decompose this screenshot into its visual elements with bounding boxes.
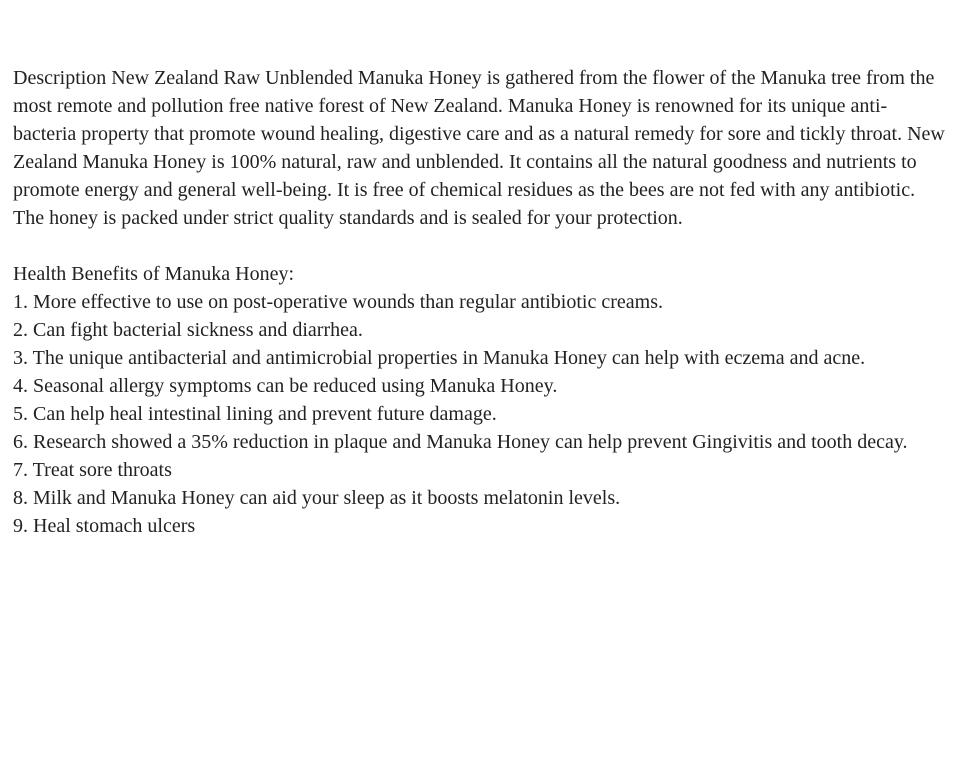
- benefit-item: 6. Research showed a 35% reduction in plaque and Manuka Honey can help prevent Gingivitis and tooth decay.: [13, 431, 908, 453]
- health-benefits-heading: Health Benefits of Manuka Honey:: [13, 263, 295, 285]
- benefit-item: 5. Can help heal intestinal lining and prevent future damage.: [13, 403, 497, 425]
- benefit-item: 3. The unique antibacterial and antimicrobial properties in Manuka Honey can help with eczema and acne.: [13, 347, 866, 369]
- benefit-item: 7. Treat sore throats: [13, 459, 172, 481]
- product-description: Description New Zealand Raw Unblended Manuka Honey is gathered from the flower of the Manuka tree from the most remote and pollution free native forest of New Zealand. Manuka Honey is renowned for its unique anti-bacteria property that promote wound healing, digestive care and as a natural remedy for sore and tickly throat. New Zealand Manuka Honey is 100% natural, raw and unblended. It contains all the natural goodness and nutrients to promote energy and general well-being. It is free of chemical residues as the bees are not fed with any antibiotic. The honey is packed under strict quality standards and is sealed for your protection.: [13, 67, 945, 229]
- benefit-item: 2. Can fight bacterial sickness and diarrhea.: [13, 319, 363, 341]
- benefit-item: 9. Heal stomach ulcers: [13, 515, 196, 537]
- benefit-item: 4. Seasonal allergy symptoms can be reduced using Manuka Honey.: [13, 375, 558, 397]
- health-benefits-list: [13, 288, 947, 540]
- paragraph-spacer: [13, 232, 947, 260]
- benefit-item: 1. More effective to use on post-operative wounds than regular antibiotic creams.: [13, 291, 663, 313]
- health-benefits-section: [13, 260, 947, 540]
- benefit-item: 8. Milk and Manuka Honey can aid your sleep as it boosts melatonin levels.: [13, 487, 621, 509]
